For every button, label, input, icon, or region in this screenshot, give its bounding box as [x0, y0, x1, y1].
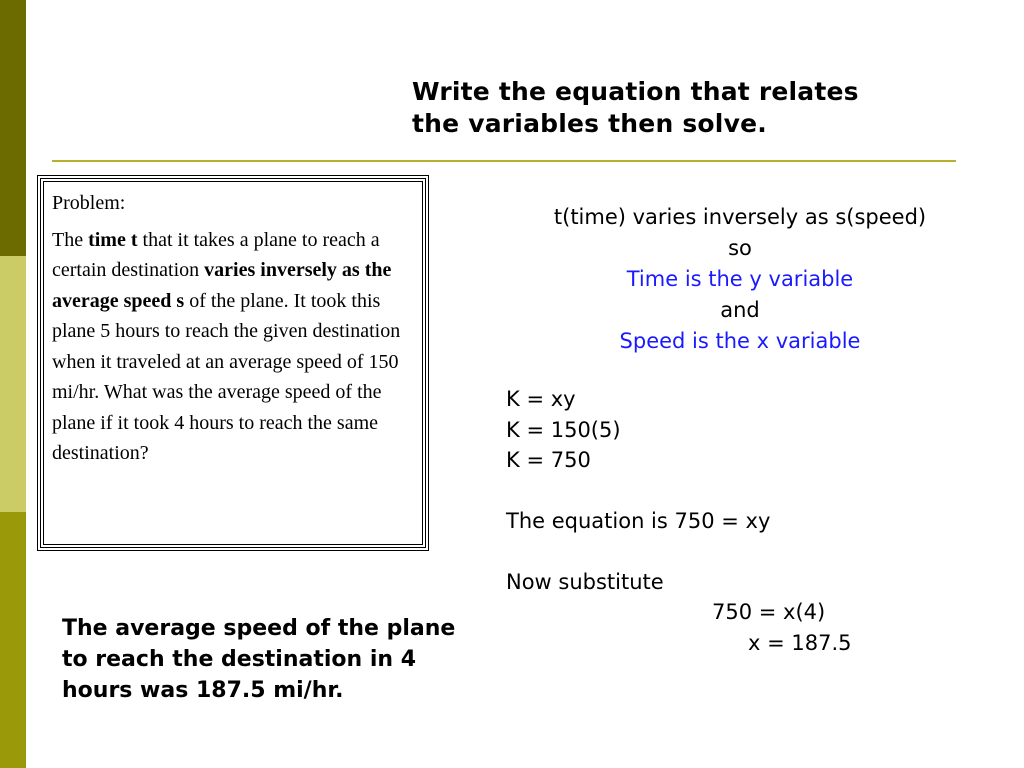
work-sub2: x = 187.5 — [748, 631, 852, 655]
slide-title — [412, 76, 972, 140]
title-line-1: Write the equation that relates — [412, 77, 859, 106]
work-k2: K = 150(5) — [506, 417, 621, 442]
work-block — [506, 384, 770, 598]
problem-statement — [52, 225, 410, 469]
relation-block — [440, 202, 1024, 357]
decorative-sidebar — [0, 0, 26, 768]
answer-line-1: The average speed of the plane — [62, 616, 456, 641]
sidebar-segment-middle — [0, 256, 26, 512]
work-k1: K = xy — [506, 387, 576, 411]
problem-bold-varies: varies inversely as the average speed s — [52, 259, 392, 312]
problem-box — [40, 178, 426, 548]
work-sub1: 750 = x(4) — [712, 600, 826, 624]
problem-label: Problem: — [52, 192, 126, 214]
problem-bold-time: time t — [88, 228, 138, 251]
relation-line-4: and — [720, 298, 760, 322]
sidebar-segment-top — [0, 0, 26, 256]
relation-line-2: so — [728, 236, 752, 260]
problem-text-2: that it takes a plane to reach a certain destination — [52, 228, 380, 281]
relation-line-5: Speed is the x variable — [619, 329, 861, 353]
problem-text-1: The — [52, 228, 89, 251]
relation-line-1: t(time) varies inversely as s(speed) — [553, 205, 927, 229]
work-substitute: Now substitute — [506, 570, 664, 594]
sidebar-segment-bottom — [0, 512, 26, 768]
answer-line-2: to reach the destination in 4 — [62, 647, 417, 672]
answer-line-3: hours was 187.5 mi/hr. — [62, 678, 344, 703]
work-equation: The equation is 750 = xy — [506, 509, 771, 533]
relation-line-3: Time is the y variable — [626, 267, 854, 291]
title-divider — [52, 160, 956, 162]
problem-text — [52, 188, 410, 469]
work-k3: K = 750 — [506, 448, 591, 472]
title-line-2: the variables then solve. — [412, 109, 767, 138]
answer-block — [62, 613, 532, 706]
problem-text-3: of the plane. It took this plane 5 hours to reach the given destination when it traveled at an average speed of 150 mi/hr. What was the average speed of the plane if it took 4 hours to reach the same destination? — [52, 289, 401, 464]
